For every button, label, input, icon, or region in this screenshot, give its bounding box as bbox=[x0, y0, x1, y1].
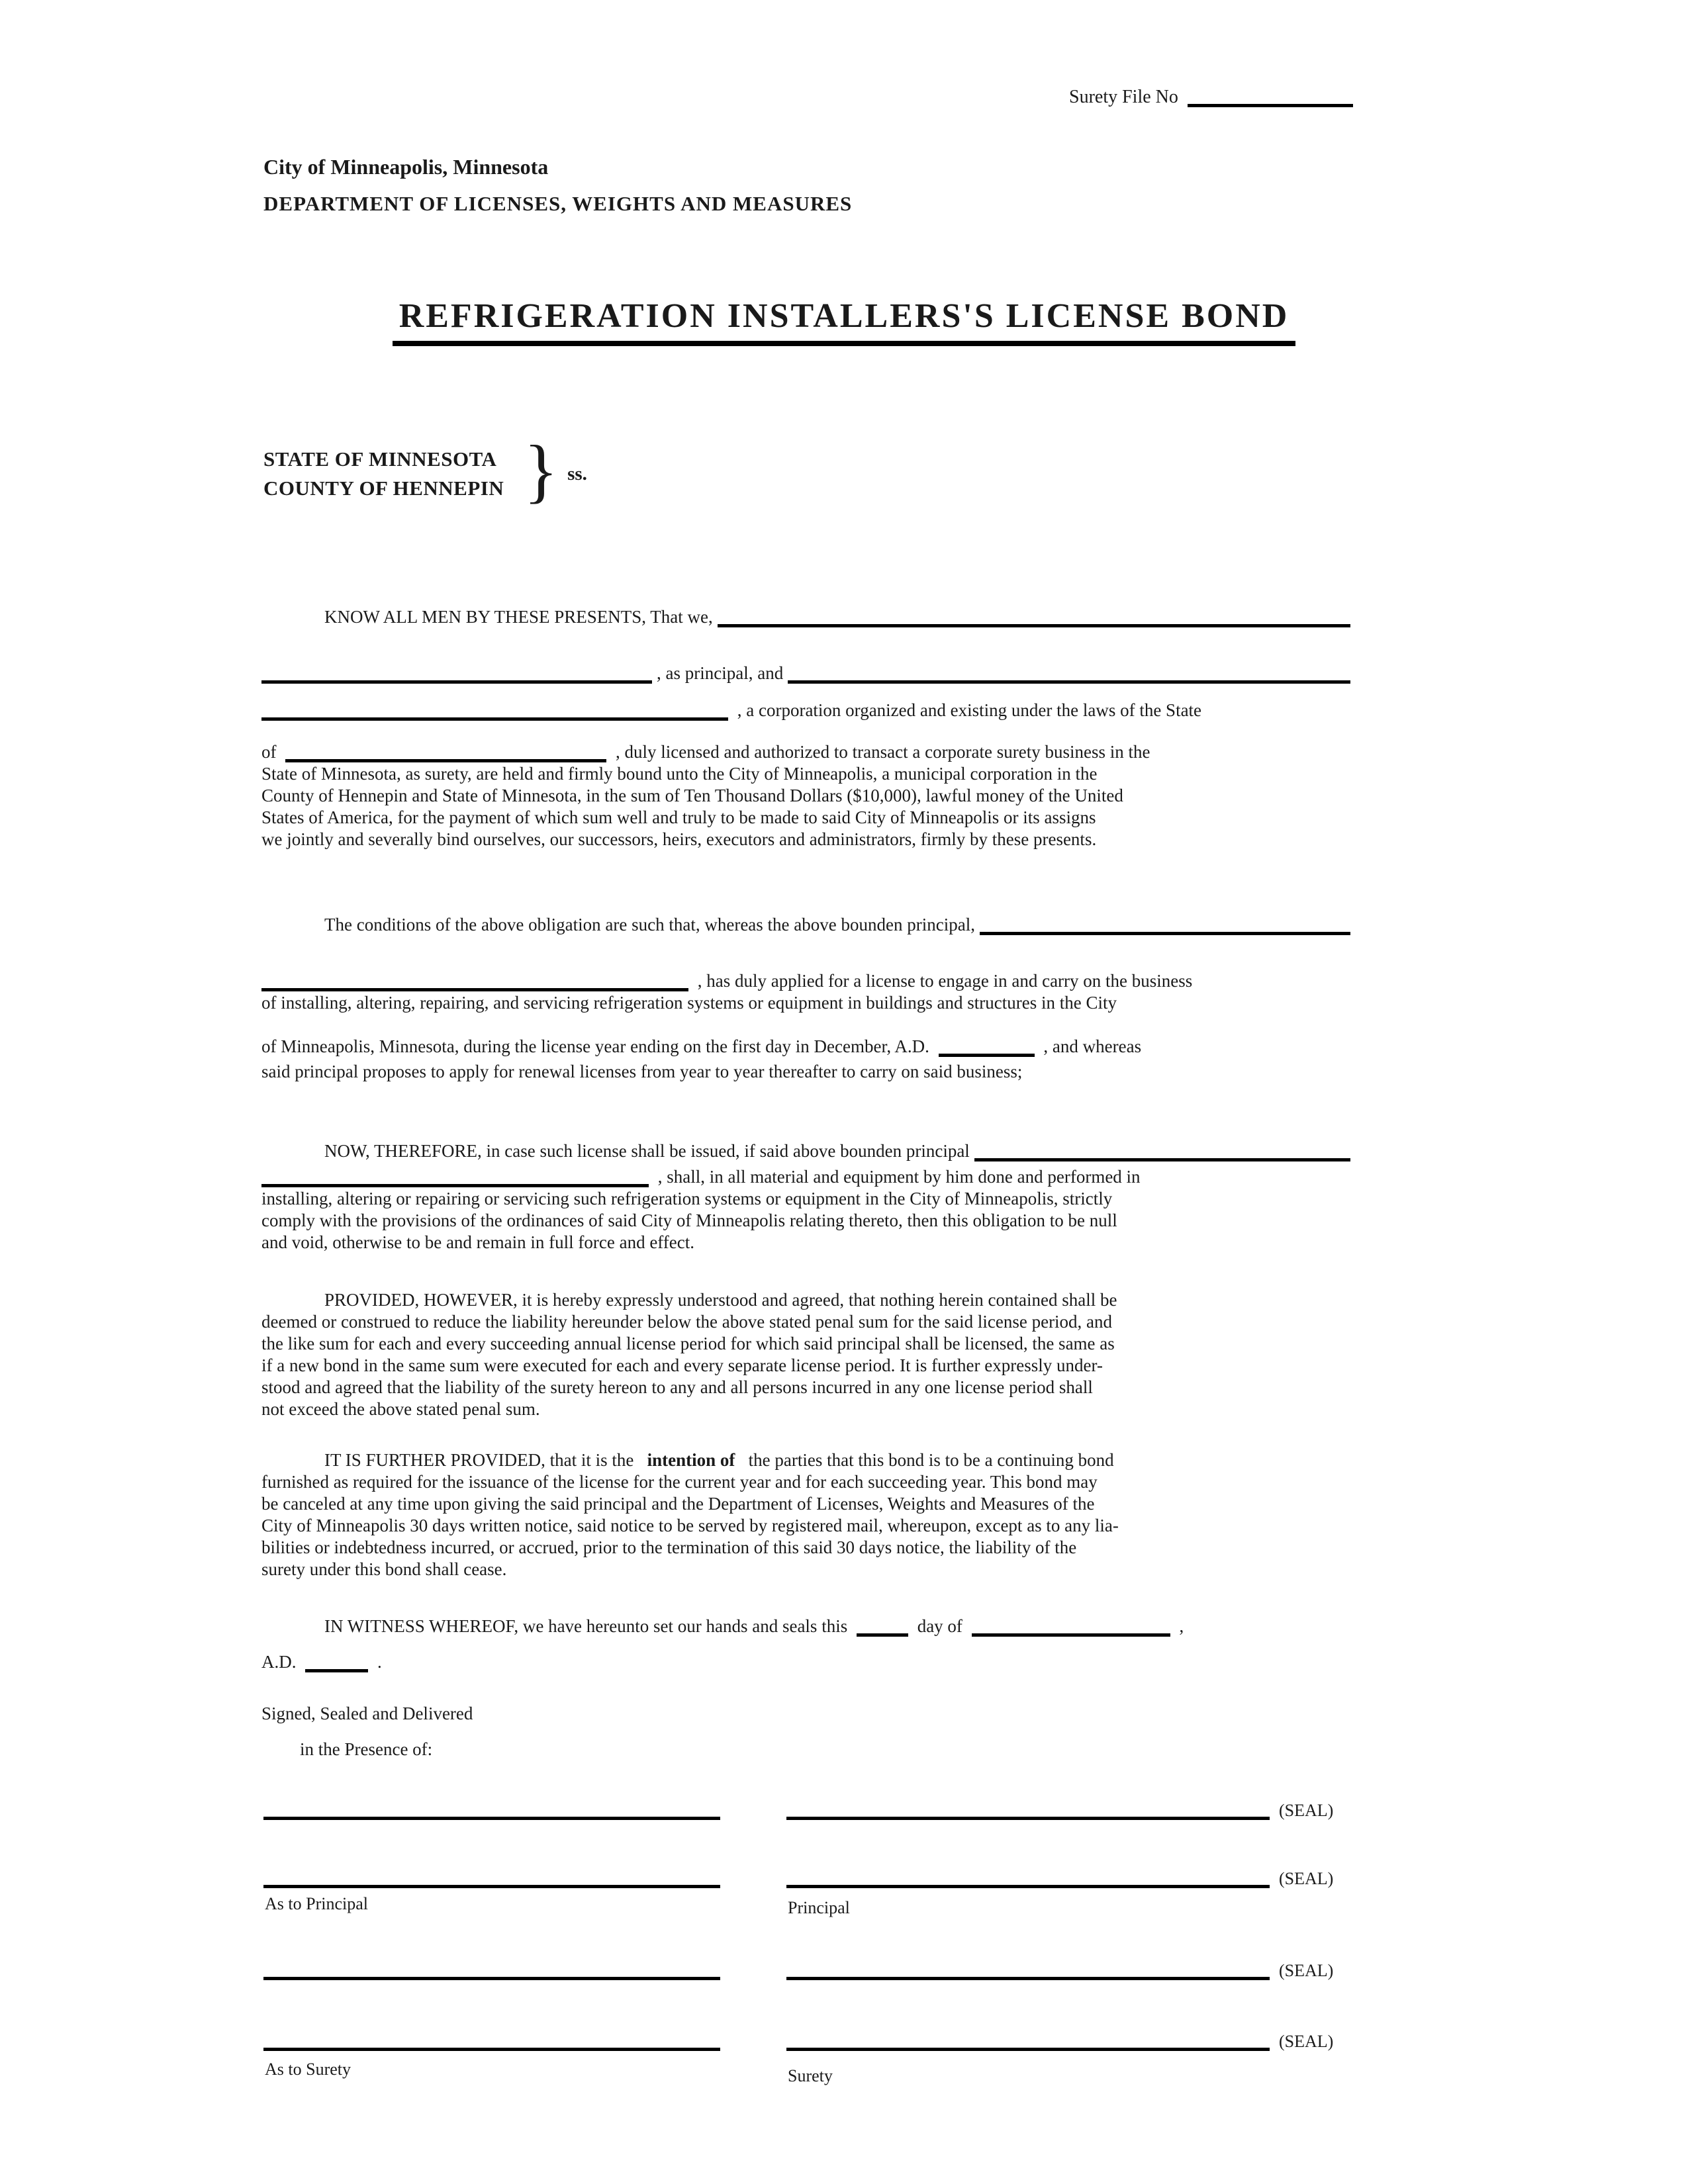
venue-block bbox=[263, 432, 587, 510]
witness-line-1b: day of bbox=[917, 1616, 962, 1636]
provided-line-1: PROVIDED, HOWEVER, it is hereby expressly understood and agreed, that nothing herein contained shall be bbox=[324, 1290, 1117, 1310]
surety-paragraph-line-4: States of America, for the payment of which sum well and truly to be made to said City of Minneapolis or its assigns bbox=[261, 807, 1096, 827]
surety-signature-line-2 bbox=[786, 2026, 1270, 2051]
as-to-surety-label: As to Surety bbox=[265, 2060, 351, 2079]
surety-paragraph-line-3: County of Hennepin and State of Minnesota, in the sum of Ten Thousand Dollars ($10,000), lawful money of the United bbox=[261, 786, 1123, 805]
know-line-2 bbox=[261, 662, 1350, 684]
know-line-1-text: KNOW ALL MEN BY THESE PRESENTS, That we, bbox=[324, 607, 713, 627]
now-line-2-text: , shall, in all material and equipment by him done and performed in bbox=[657, 1167, 1141, 1187]
seal-label-4: (SEAL) bbox=[1279, 2032, 1334, 2051]
now-line-2 bbox=[261, 1166, 1350, 1188]
seal-label-3: (SEAL) bbox=[1279, 1961, 1334, 1980]
witness-signature-line-4 bbox=[263, 2026, 720, 2051]
surety-paragraph-line-1 bbox=[261, 741, 1350, 763]
conditions-line-2 bbox=[261, 970, 1350, 992]
know-line-1 bbox=[261, 606, 1350, 628]
surety-file-label: Surety File No bbox=[1069, 87, 1178, 107]
conditions-line-2-text: , has duly applied for a license to engage in and carry on the business bbox=[697, 971, 1193, 991]
further-line-3: be canceled at any time upon giving the said principal and the Department of Licenses, Weights and Measures of the bbox=[261, 1494, 1095, 1514]
blank-principal-name-1 bbox=[718, 617, 1350, 627]
witness-line-1 bbox=[261, 1615, 1350, 1637]
as-to-principal-label: As to Principal bbox=[265, 1894, 368, 1913]
venue-lines bbox=[263, 445, 504, 503]
seal-label-2: (SEAL) bbox=[1279, 1869, 1334, 1888]
signed-sealed-delivered: Signed, Sealed and Delivered bbox=[261, 1704, 473, 1723]
conditions-line-3: of installing, altering, repairing, and servicing refrigeration systems or equipment in buildings and structures in the City bbox=[261, 993, 1117, 1013]
surety-paragraph-line-5: we jointly and severally bind ourselves, our successors, heirs, executors and administrators, firmly by these presents. bbox=[261, 829, 1097, 849]
blank-surety-name-2 bbox=[261, 711, 728, 721]
conditions-line-4 bbox=[261, 1034, 1350, 1059]
witness-line-1c: , bbox=[1179, 1616, 1184, 1636]
witness-line-2b: . bbox=[377, 1652, 382, 1672]
now-lines-2-5 bbox=[261, 1166, 1350, 1253]
conditions-line-5: said principal proposes to apply for renewal licenses from year to year thereafter to carry on said business; bbox=[261, 1062, 1023, 1081]
blank-now-principal-1 bbox=[974, 1152, 1350, 1161]
surety-signature-line-1 bbox=[786, 1956, 1270, 1980]
further-line-1a: IT IS FURTHER PROVIDED, that it is the bbox=[324, 1450, 634, 1470]
surety-file-row bbox=[1069, 86, 1358, 109]
conditions-lines-2-3 bbox=[261, 970, 1350, 1014]
conditions-line-4b: , and whereas bbox=[1043, 1036, 1142, 1056]
blank-year bbox=[305, 1662, 368, 1672]
witness-signature-line-3 bbox=[263, 1956, 720, 1980]
in-the-presence-of: in the Presence of: bbox=[300, 1739, 433, 1759]
further-paragraph bbox=[261, 1449, 1350, 1580]
provided-line-3: the like sum for each and every succeeding annual license period for which said principal shall be licensed, the same as bbox=[261, 1334, 1115, 1353]
provided-line-2: deemed or construed to reduce the liability hereunder below the above stated penal sum for the said license period, and bbox=[261, 1312, 1113, 1332]
signature-row-2 bbox=[263, 1864, 1376, 1888]
seal-label-1: (SEAL) bbox=[1279, 1801, 1334, 1820]
witness-line-1a: IN WITNESS WHEREOF, we have hereunto set our hands and seals this bbox=[324, 1616, 848, 1636]
provided-line-4: if a new bond in the same sum were executed for each and every separate license period. It is further expressly under- bbox=[261, 1355, 1103, 1375]
blank-month bbox=[972, 1627, 1170, 1637]
witness-signature-line-2 bbox=[263, 1864, 720, 1888]
know-line-2-text: , as principal, and bbox=[657, 663, 784, 683]
provided-line-5: stood and agreed that the liability of the surety hereon to any and all persons incurred in any one license period shall bbox=[261, 1377, 1093, 1397]
witness-signature-line-1 bbox=[263, 1796, 720, 1820]
provided-line-6: not exceed the above stated penal sum. bbox=[261, 1399, 540, 1419]
blank-bounden-principal-2 bbox=[261, 981, 688, 991]
now-line-1-text: NOW, THEREFORE, in case such license shall be issued, if said above bounden principal bbox=[324, 1141, 970, 1161]
venue-brace: } bbox=[524, 432, 559, 510]
principal-label: Principal bbox=[788, 1898, 850, 1917]
signature-row-3 bbox=[263, 1956, 1376, 1980]
blank-day bbox=[857, 1627, 908, 1637]
witness-line-2 bbox=[261, 1651, 1350, 1673]
principal-signature-line-1 bbox=[786, 1796, 1270, 1820]
conditions-line-1 bbox=[261, 913, 1350, 936]
provided-paragraph bbox=[261, 1289, 1350, 1420]
venue-ss: ss. bbox=[567, 463, 587, 484]
title-row bbox=[0, 296, 1688, 346]
blank-now-principal-2 bbox=[261, 1177, 649, 1187]
conditions-line-4a: of Minneapolis, Minnesota, during the license year ending on the first day in December, A.D. bbox=[261, 1036, 929, 1056]
further-line-5: bilities or indebtedness incurred, or accrued, prior to the termination of this said 30 days notice, the liability of the bbox=[261, 1537, 1077, 1557]
venue-state: STATE OF MINNESOTA bbox=[263, 447, 497, 471]
header-city: City of Minneapolis, Minnesota bbox=[263, 155, 549, 179]
header-department: DEPARTMENT OF LICENSES, WEIGHTS AND MEASURES bbox=[263, 192, 853, 215]
know-line-3 bbox=[261, 699, 1350, 721]
further-line-6: surety under this bond shall cease. bbox=[261, 1559, 507, 1579]
now-line-3: installing, altering or repairing or servicing such refrigeration systems or equipment in the City of Minneapolis, strictly bbox=[261, 1189, 1113, 1208]
witness-line-2a: A.D. bbox=[261, 1652, 297, 1672]
know-line-3-text: , a corporation organized and existing under the laws of the State bbox=[737, 700, 1202, 720]
signature-row-4 bbox=[263, 2026, 1376, 2051]
blank-state-name bbox=[285, 752, 606, 762]
further-line-1c: the parties that this bond is to be a continuing bond bbox=[748, 1450, 1114, 1470]
surety-file-blank bbox=[1188, 97, 1353, 107]
blank-bounden-principal-1 bbox=[980, 925, 1350, 935]
page-title: REFRIGERATION INSTALLERS'S LICENSE BOND bbox=[393, 296, 1296, 346]
surety-paragraph-line-1a: of bbox=[261, 742, 277, 762]
conditions-line-1-text: The conditions of the above obligation are such that, whereas the above bounden principal, bbox=[324, 915, 975, 934]
signature-row-1 bbox=[263, 1796, 1376, 1820]
now-line-5: and void, otherwise to be and remain in full force and effect. bbox=[261, 1232, 695, 1252]
blank-principal-name-2 bbox=[261, 674, 652, 684]
surety-paragraph-line-2: State of Minnesota, as surety, are held and firmly bound unto the City of Minneapolis, a municipal corporation in the bbox=[261, 764, 1098, 784]
blank-surety-name-1 bbox=[788, 674, 1350, 684]
surety-paragraph bbox=[261, 741, 1350, 850]
principal-signature-line-2 bbox=[786, 1864, 1270, 1888]
blank-license-year bbox=[939, 1047, 1035, 1057]
further-line-2: furnished as required for the issuance of the license for the current year and for each succeeding year. This bond may bbox=[261, 1472, 1098, 1492]
now-line-1 bbox=[261, 1140, 1350, 1162]
surety-label: Surety bbox=[788, 2066, 833, 2085]
conditions-lines-4-5 bbox=[261, 1034, 1350, 1084]
further-line-4: City of Minneapolis 30 days written notice, said notice to be served by registered mail, whereupon, except as to any lia- bbox=[261, 1516, 1119, 1535]
venue-county: COUNTY OF HENNEPIN bbox=[263, 477, 504, 500]
surety-paragraph-line-1b: , duly licensed and authorized to transact a corporate surety business in the bbox=[616, 742, 1150, 762]
now-line-4: comply with the provisions of the ordinances of said City of Minneapolis relating thereto, then this obligation to be null bbox=[261, 1210, 1117, 1230]
further-line-1-bold: intention of bbox=[647, 1450, 735, 1470]
further-line-1 bbox=[261, 1449, 1350, 1471]
